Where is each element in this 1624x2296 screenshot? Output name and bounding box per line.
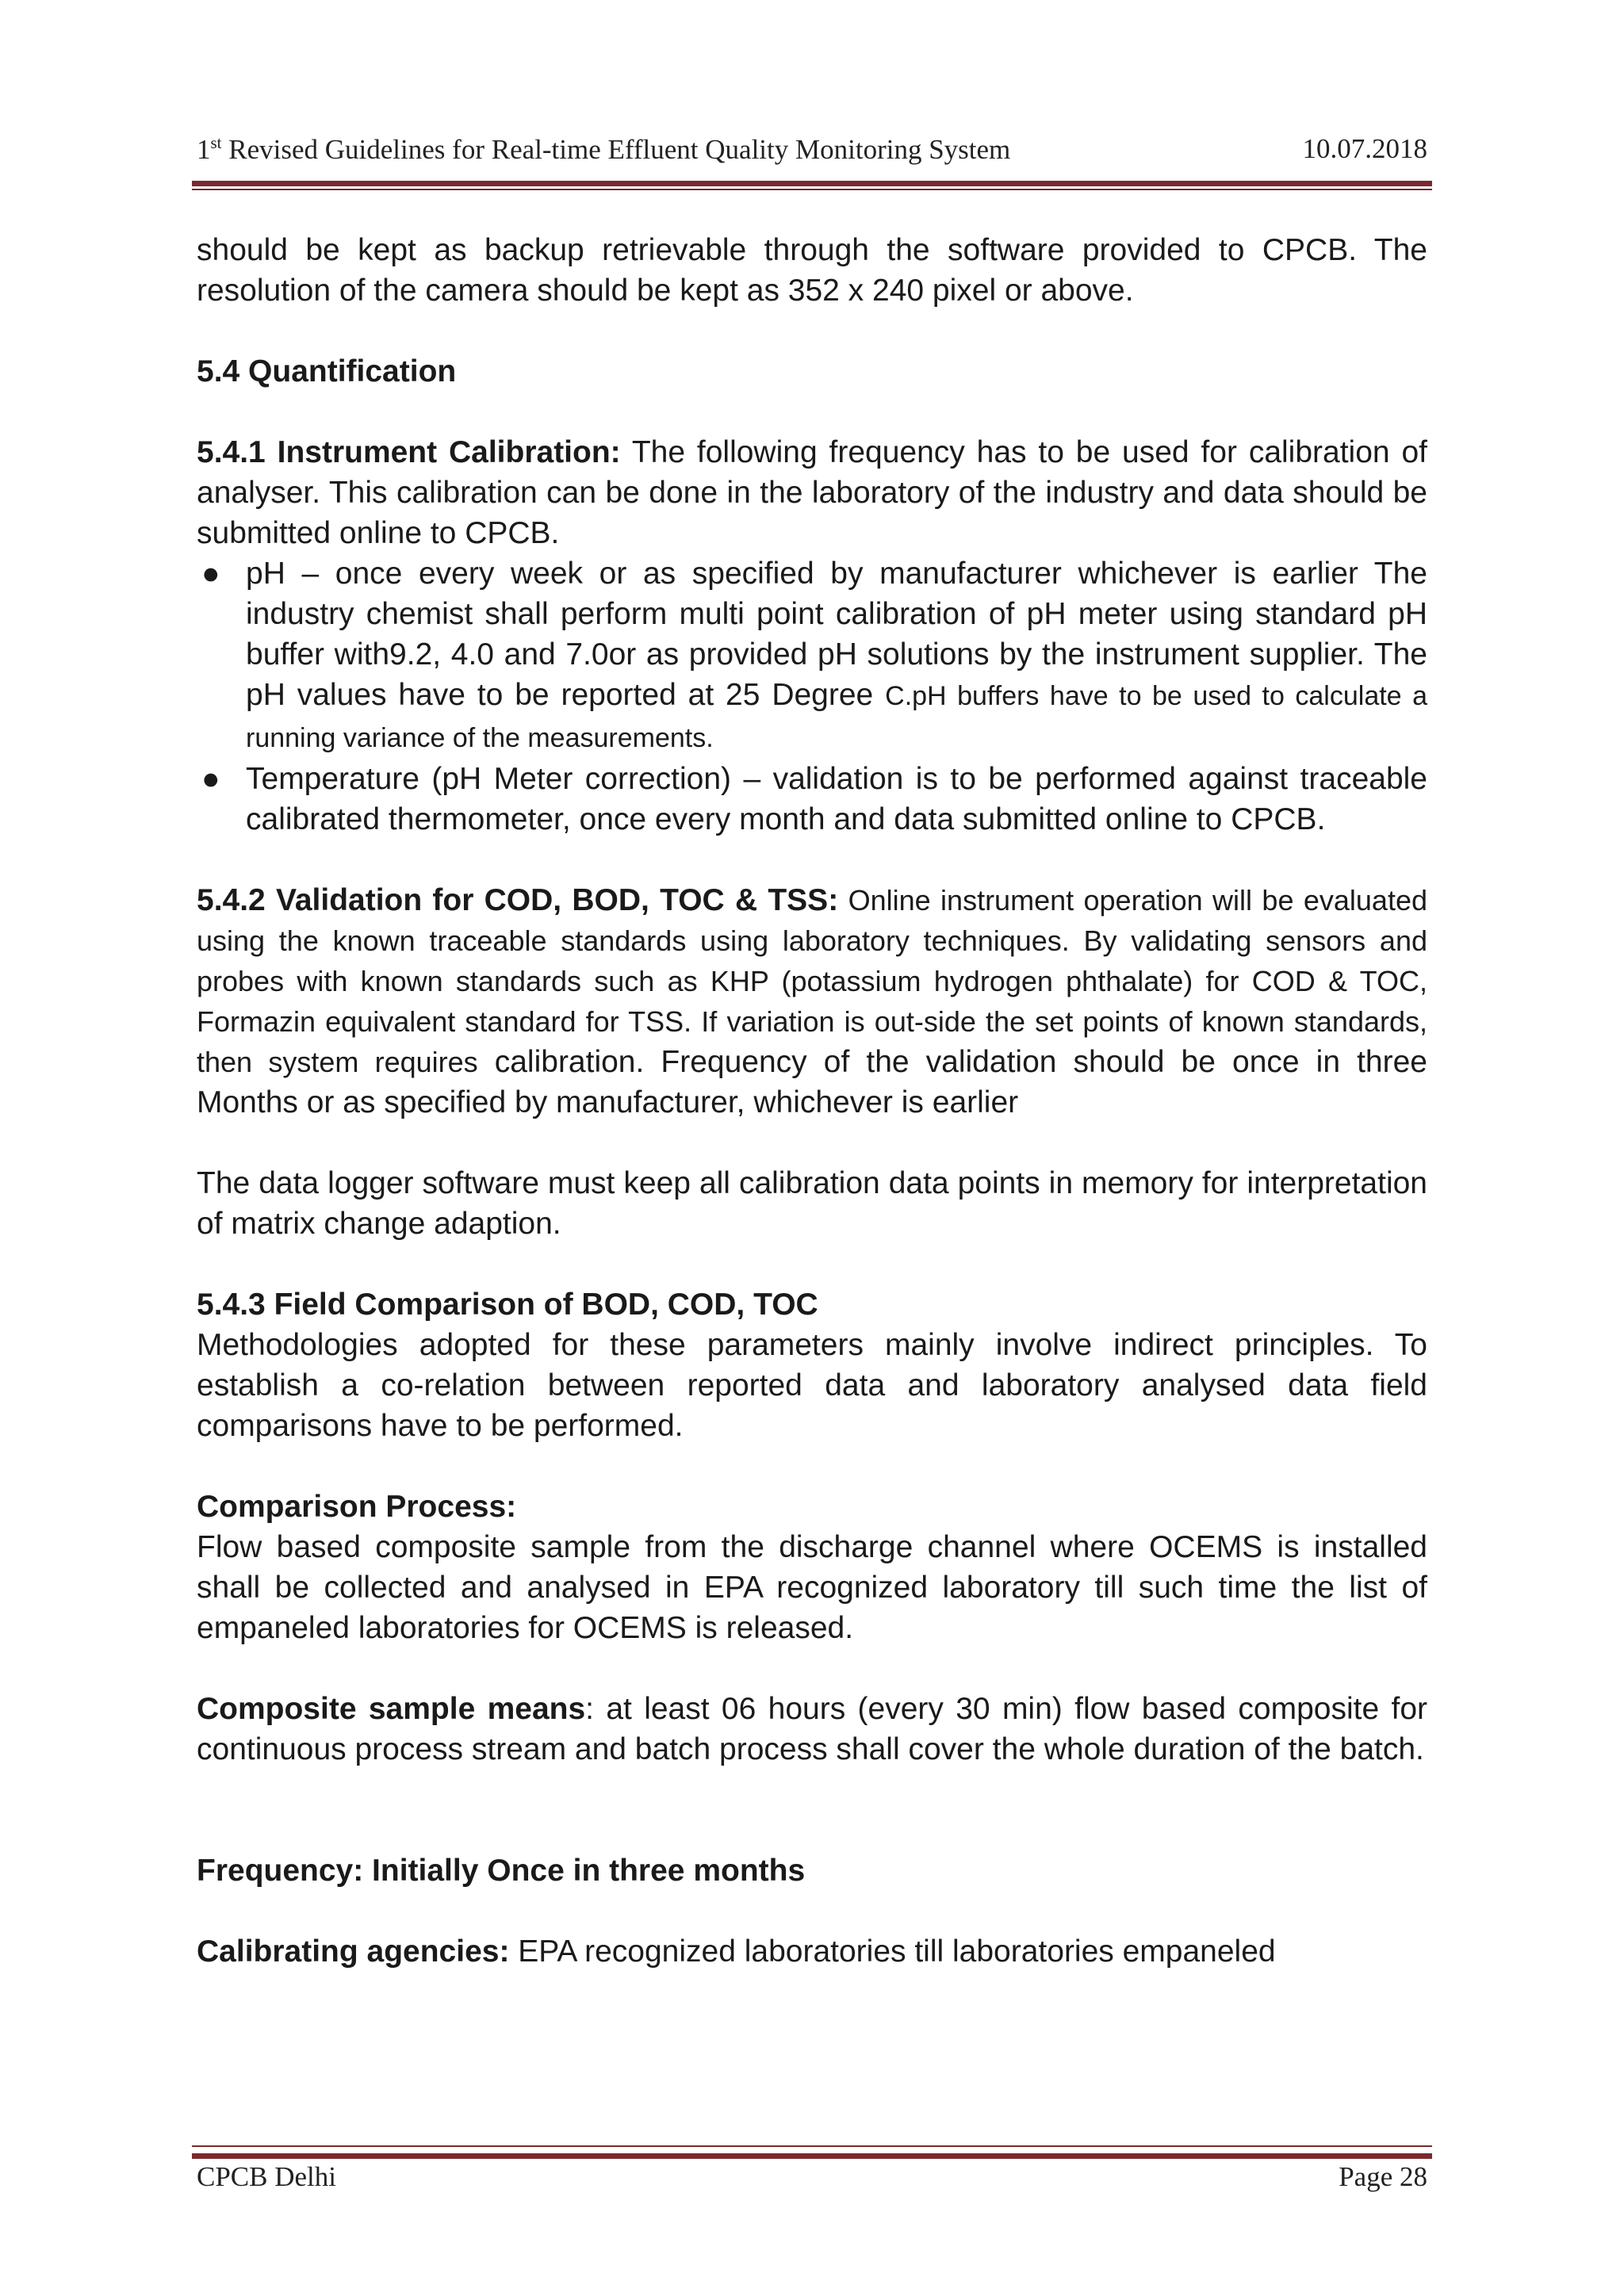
section-5-4-3-heading: 5.4.3 Field Comparison of BOD, COD, TOC: [197, 1288, 818, 1322]
intro-paragraph: should be kept as backup retrievable through the software provided to CPCB. The resolution of the camera should be kept as 352 x 240 pixel or above.: [197, 233, 1427, 308]
calibrating-agencies-text: EPA recognized laboratories till laboratories empaneled: [509, 1934, 1276, 1969]
section-5-4-2-text: calibration. Frequency of the validation should be once in three Months or as specified by manufacturer, whichever is earlier: [197, 1045, 1427, 1119]
section-5-4-2-heading: 5.4.2 Validation for COD, BOD, TOC & TSS:: [197, 883, 839, 917]
header-date: 10.07.2018: [1302, 133, 1427, 164]
composite-sample-label: Composite sample means: [197, 1692, 586, 1726]
calibration-list: [197, 553, 1427, 840]
section-5-4-1-paragraph: [197, 432, 1427, 553]
section-5-4-2-paragraph: [197, 880, 1427, 1123]
list-item: [197, 759, 1427, 840]
bullet-icon: ●: [201, 762, 220, 796]
section-5-4-3-paragraph: Methodologies adopted for these parameters mainly involve indirect principles. To establish a co-relation between reported data and laboratory analysed data field comparisons have to be performed.: [197, 1328, 1427, 1443]
header-rule-thin: [192, 189, 1432, 190]
section-5-4-1-text: The following frequency has to be used for calibration of analyser. This calibration can be done in the laboratory of the industry and data should be submitted online to CPCB.: [197, 435, 1427, 550]
calibrating-agencies-paragraph: [197, 1931, 1427, 1972]
header-rule-thick: [192, 181, 1432, 186]
bullet-temperature-text: Temperature (pH Meter correction) – validation is to be performed against traceable calibrated thermometer, once every month and data submitted online to CPCB.: [246, 762, 1427, 836]
section-5-4-2-small-text: Online instrument operation will be evaluated using the known traceable standards using laboratory techniques. By validating sensors and probes with known standards such as KHP (potassium hydrogen phthalate) for COD & TOC, Formazin equivalent standard for TSS. If variation is out-side the set points of known standards, then system requires: [197, 884, 1427, 1078]
comparison-process-heading: Comparison Process:: [197, 1490, 517, 1524]
section-5-4-1-heading: 5.4.1 Instrument Calibration:: [197, 435, 621, 469]
header-title-sup: st: [210, 133, 222, 152]
data-logger-paragraph: The data logger software must keep all calibration data points in memory for interpretation of matrix change adaption.: [197, 1166, 1427, 1241]
frequency-heading: Frequency: Initially Once in three months: [197, 1854, 806, 1888]
section-5-4-heading: 5.4 Quantification: [197, 354, 457, 388]
bullet-ph-text: pH – once every week or as specified by manufacturer whichever is earlier The industry chemist shall perform multi point calibration of pH meter using standard pH buffer with9.2, 4.0 and 7.0or as provided pH solutions by the instrument supplier. The pH values have to be reported at 25 Degree: [246, 557, 1427, 712]
page-footer: [197, 2161, 1427, 2201]
list-item: [197, 553, 1427, 759]
footer-organization: CPCB Delhi: [197, 2161, 337, 2192]
bullet-icon: ●: [201, 557, 220, 591]
footer-rule-thick: [192, 2153, 1432, 2159]
header-title-prefix: 1: [197, 134, 211, 165]
bullet-ph-small-text: C.pH buffers have to be used to calculate a running variance of the measurements.: [246, 681, 1427, 753]
comparison-process-paragraph: Flow based composite sample from the discharge channel where OCEMS is installed shall be collected and analysed in EPA recognized laboratory till such time the list of empaneled laboratories for OCEMS is released.: [197, 1530, 1427, 1645]
page-number: Page 28: [1339, 2161, 1427, 2192]
header-title: [197, 133, 1010, 166]
header-title-rest: Revised Guidelines for Real-time Effluent Quality Monitoring System: [221, 134, 1011, 165]
calibrating-agencies-label: Calibrating agencies:: [197, 1934, 510, 1969]
page-header: [197, 133, 1427, 174]
footer-rule-thin: [192, 2145, 1432, 2147]
page-content: [197, 230, 1427, 1972]
composite-sample-paragraph: [197, 1689, 1427, 1770]
composite-sample-text: : at least 06 hours (every 30 min) flow based composite for continuous process stream and batch process shall cover the whole duration of the batch.: [197, 1692, 1427, 1766]
